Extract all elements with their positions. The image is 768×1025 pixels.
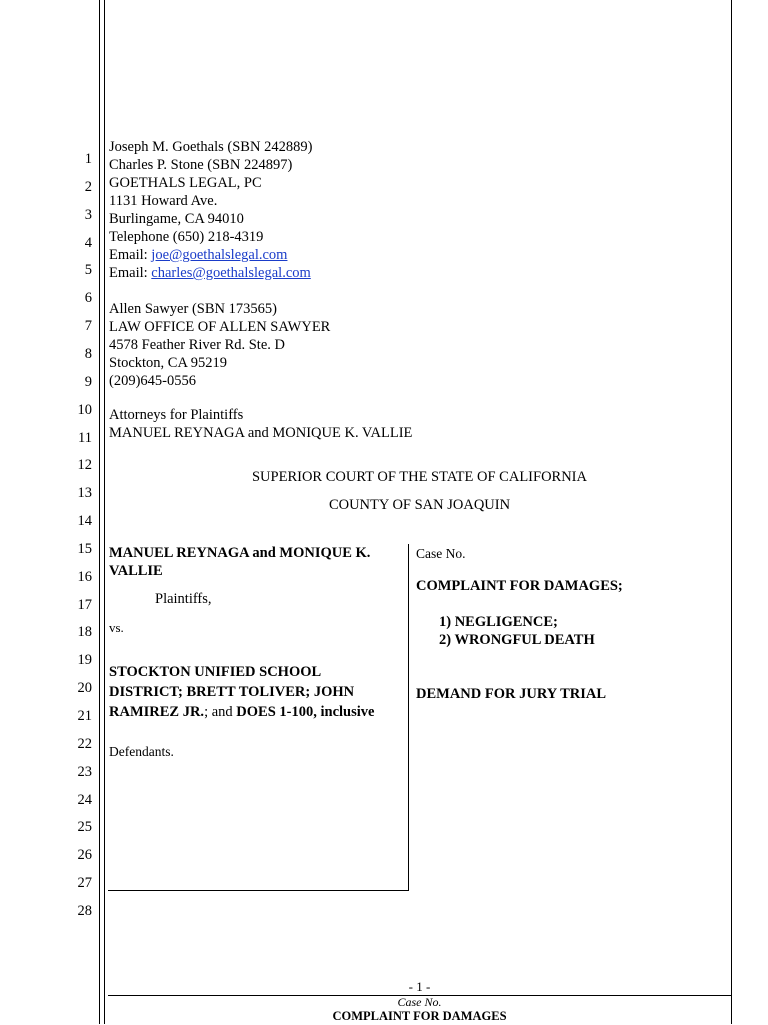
complaint-title: COMPLAINT FOR DAMAGES; [416,578,623,594]
left-margin-rule-inner [104,0,105,1024]
line-number: 9 [84,373,92,390]
telephone: Telephone (650) 218-4319 [109,229,264,245]
attorney-line: Allen Sawyer (SBN 173565) [109,301,277,317]
footer-title: COMPLAINT FOR DAMAGES [332,1009,507,1023]
line-number: 5 [84,262,92,279]
page-number: - 1 - [408,979,431,994]
line-number: 20 [77,680,92,697]
line-number: 25 [77,819,92,836]
line-number: 23 [77,763,92,780]
court-county: COUNTY OF SAN JOAQUIN [328,497,511,513]
line-number: 16 [77,568,92,585]
line-number: 17 [77,596,92,613]
line-number: 28 [77,902,92,919]
cause-of-action: 2) WRONGFUL DEATH [439,632,595,648]
telephone: (209)645-0556 [109,373,196,389]
defendant-name [109,704,374,721]
line-number: 22 [77,735,92,752]
caption-bottom-rule [108,890,409,891]
line-number: 27 [77,875,92,892]
attorney-line: Joseph M. Goethals (SBN 242889) [109,139,313,155]
defendant-name-part: ; and [204,704,237,720]
cause-of-action: 1) NEGLIGENCE; [439,614,558,630]
email-label: Email: [109,247,152,263]
line-number: 2 [84,178,92,195]
plaintiff-name: MANUEL REYNAGA and MONIQUE K. [109,545,371,561]
email-line-2 [109,265,311,282]
footer-case-number: Case No. [397,995,442,1009]
line-number: 24 [77,791,92,808]
address-line: 1131 Howard Ave. [109,193,218,209]
address-line: 4578 Feather River Rd. Ste. D [109,337,285,353]
attorneys-for: Attorneys for Plaintiffs [109,407,244,423]
case-number-label: Case No. [416,546,466,561]
line-number: 19 [77,652,92,669]
line-number: 7 [84,318,92,335]
email-label: Email: [109,265,152,281]
line-number: 6 [84,290,92,307]
email-link-charles[interactable]: charles@goethalslegal.com [151,265,311,281]
versus: vs. [109,620,124,635]
line-number: 4 [84,234,92,251]
defendant-name: DISTRICT; BRETT TOLIVER; JOHN [109,684,355,700]
line-number: 13 [77,485,92,502]
jury-demand: DEMAND FOR JURY TRIAL [416,686,607,702]
plaintiffs-names: MANUEL REYNAGA and MONIQUE K. VALLIE [109,425,413,441]
line-number: 12 [77,457,92,474]
right-margin-rule [731,0,732,1024]
line-number: 1 [84,151,92,167]
line-number: 26 [77,847,92,864]
defendant-name: STOCKTON UNIFIED SCHOOL [109,664,322,680]
plaintiffs-label: Plaintiffs, [155,591,212,607]
address-line: Burlingame, CA 94010 [109,211,244,227]
defendant-name-part: RAMIREZ JR. [109,704,205,720]
caption-divider [408,544,409,890]
court-name: SUPERIOR COURT OF THE STATE OF CALIFORNIA [251,469,587,485]
line-number: 15 [77,540,92,557]
firm-name: GOETHALS LEGAL, PC [109,175,262,191]
line-number: 21 [77,708,92,724]
line-number: 10 [77,401,92,418]
plaintiff-name: VALLIE [109,563,163,579]
address-line: Stockton, CA 95219 [109,355,228,371]
email-link-joe[interactable]: joe@goethalslegal.com [151,247,288,263]
line-number: 14 [77,513,92,530]
email-line-1 [109,247,287,264]
line-number: 11 [78,429,92,446]
line-number: 3 [84,206,92,223]
attorney-line: Charles P. Stone (SBN 224897) [109,157,293,173]
line-number: 18 [77,624,92,641]
defendants-label: Defendants. [109,744,174,759]
defendant-name-part: DOES 1-100, inclusive [236,704,375,720]
line-number: 8 [84,345,92,362]
left-margin-rule-outer [99,0,100,1024]
firm-name: LAW OFFICE OF ALLEN SAWYER [109,319,331,335]
